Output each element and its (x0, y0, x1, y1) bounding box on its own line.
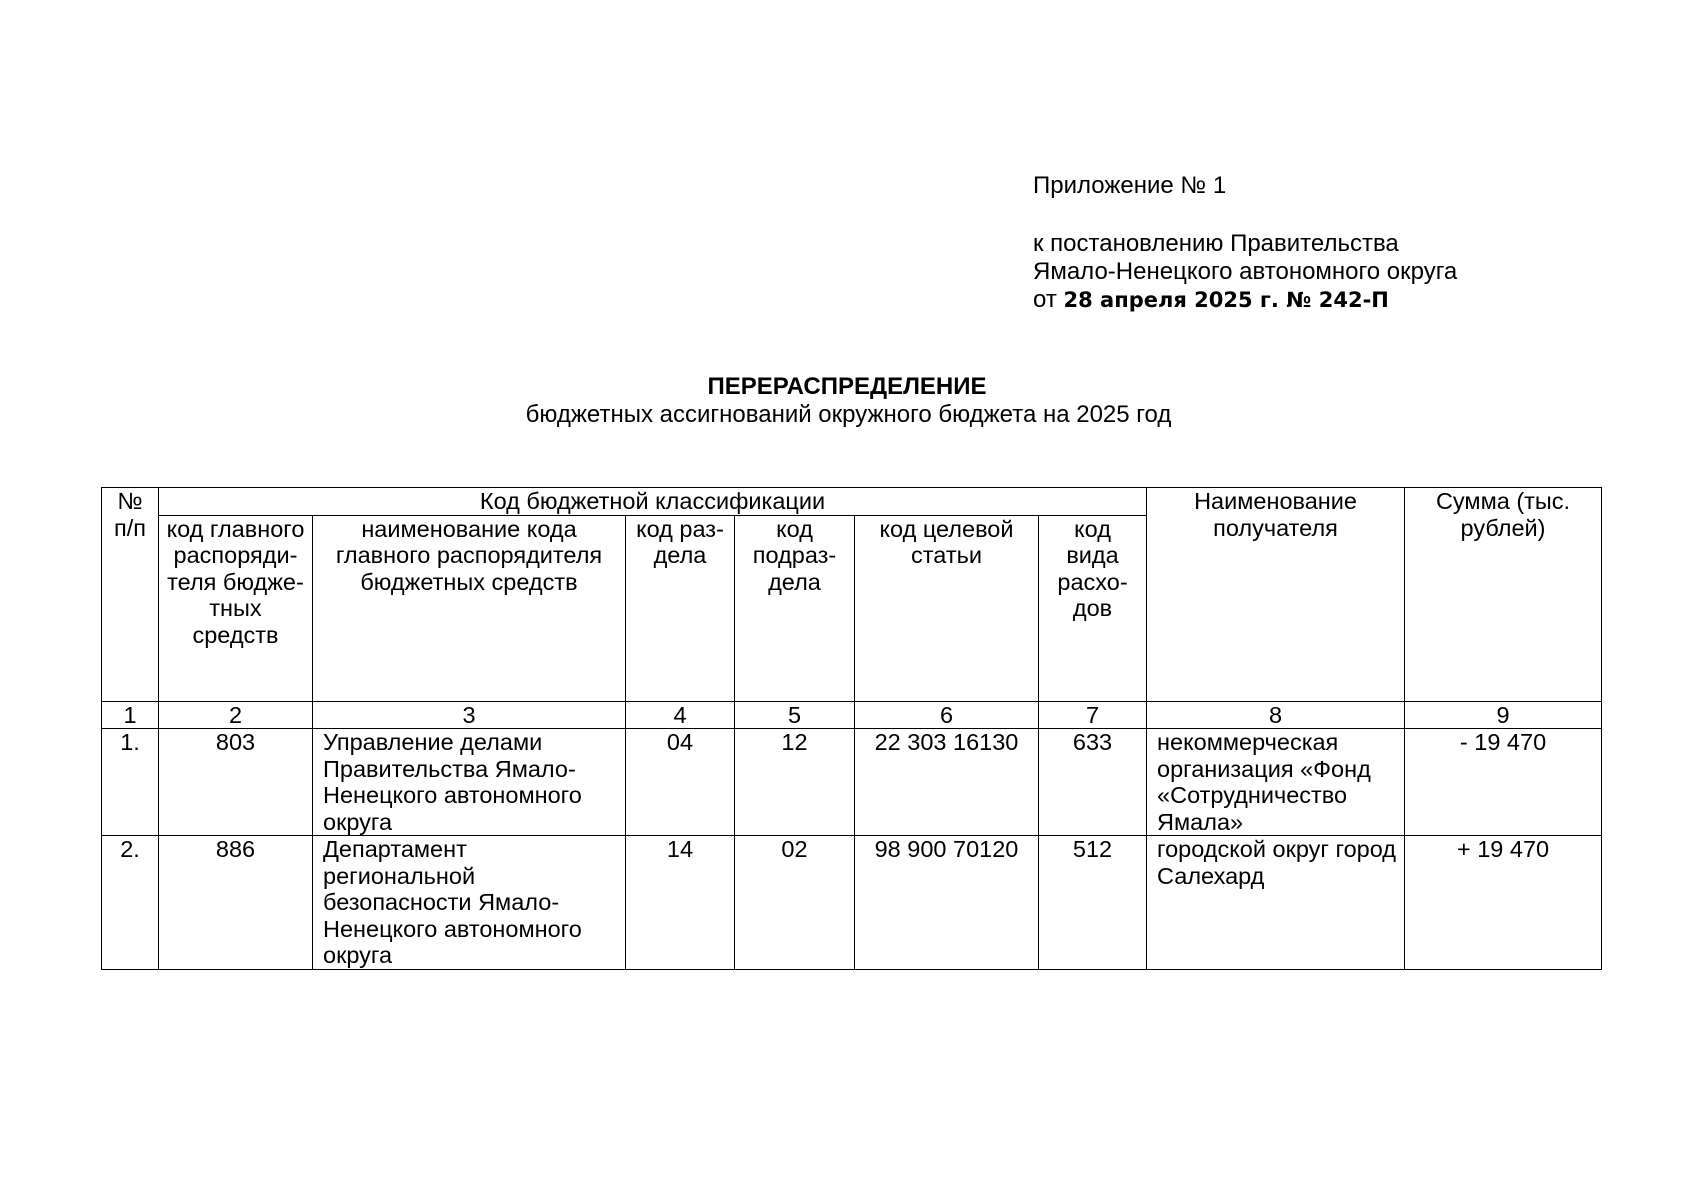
row-section: 04 (626, 729, 735, 836)
header-gr-name: наименование кода главного распорядителя бюджетных средств (313, 515, 626, 701)
row-gr-code: 886 (159, 836, 313, 970)
row-num: 1. (102, 729, 159, 836)
document-subtitle: бюджетных ассигнований окружного бюджета на 2025 год (525, 401, 1172, 428)
column-number: 7 (1039, 701, 1147, 729)
table-row (102, 729, 1602, 836)
appendix-block (1033, 172, 1457, 314)
column-number: 6 (855, 701, 1039, 729)
budget-table (101, 487, 1602, 970)
column-number: 8 (1147, 701, 1405, 729)
row-sum: + 19 470 (1405, 836, 1602, 970)
appendix-line-2: Ямало-Ненецкого автономного округа (1033, 258, 1458, 285)
row-section: 14 (626, 836, 735, 970)
row-gr-name: Управление делами Правительства Ямало-Ненецкого автономного округа (313, 729, 626, 836)
column-number: 2 (159, 701, 313, 729)
column-number: 1 (102, 701, 159, 729)
column-number: 5 (735, 701, 855, 729)
row-num: 2. (102, 836, 159, 970)
row-subsection: 12 (735, 729, 855, 836)
row-expense-type: 512 (1039, 836, 1147, 970)
appendix-date-line (1033, 286, 1457, 314)
header-section: код раз-дела (626, 515, 735, 701)
row-sum: - 19 470 (1405, 729, 1602, 836)
row-recipient: некоммерческая организация «Фонд «Сотрудничество Ямала» (1147, 729, 1405, 836)
appendix-title: Приложение № 1 (1033, 172, 1227, 199)
document-title: ПЕРЕРАСПРЕДЕЛЕНИЕ (707, 373, 987, 400)
row-target: 22 303 16130 (855, 729, 1039, 836)
header-gr-code: код главного распоряди-теля бюдже-тных средств (159, 515, 313, 701)
appendix-date-prefix: от (1033, 286, 1057, 313)
document-title-block (0, 373, 1697, 429)
row-target: 98 900 70120 (855, 836, 1039, 970)
row-gr-code: 803 (159, 729, 313, 836)
header-sum: Сумма (тыс. рублей) (1405, 488, 1602, 702)
column-number: 3 (313, 701, 626, 729)
column-number: 9 (1405, 701, 1602, 729)
column-numbers-row (102, 701, 1602, 729)
header-kbk-group: Код бюджетной классификации (159, 488, 1147, 516)
header-subsection: код подраз-дела (735, 515, 855, 701)
header-recipient: Наименование получателя (1147, 488, 1405, 702)
table-header-row (102, 488, 1602, 516)
appendix-date-value: 28 апреля 2025 г. № 242-П (1063, 288, 1389, 312)
header-num: № п/п (102, 488, 159, 702)
appendix-line-1: к постановлению Правительства (1033, 230, 1399, 257)
header-expense-type: код вида расхо-дов (1039, 515, 1147, 701)
row-recipient: городской округ город Салехард (1147, 836, 1405, 970)
row-subsection: 02 (735, 836, 855, 970)
column-number: 4 (626, 701, 735, 729)
row-expense-type: 633 (1039, 729, 1147, 836)
table-row (102, 836, 1602, 970)
row-gr-name: Департамент региональной безопасности Ямало-Ненецкого автономного округа (313, 836, 626, 970)
header-target: код целевой статьи (855, 515, 1039, 701)
